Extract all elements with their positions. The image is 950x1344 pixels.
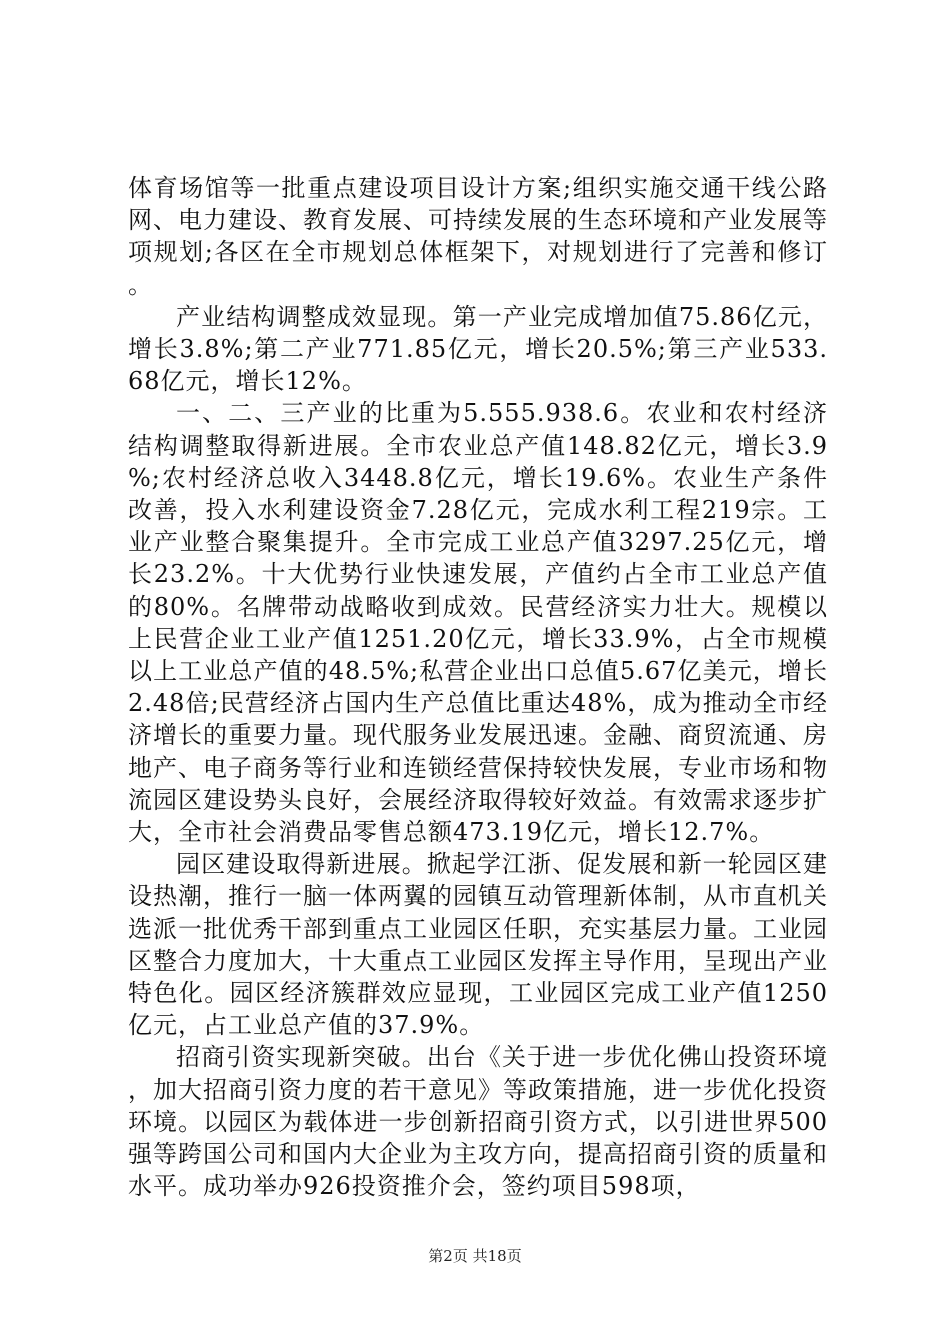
paragraph-industry-ratio: 一、二、三产业的比重为5.555.938.6。农业和农村经济结构调整取得新进展。全市农业总产值148.82亿元，增长3.9%;农村经济总收入3448.8亿元，增长19.6%。农业生产条件改善，投入水利建设资金7.28亿元，完成水利工程219宗。工业产业整合聚集提升。全市完成工业总产值3297.25亿元，增长23.2%。十大优势行业快速发展，产值约占全市工业总产值的80%。名牌带动战略收到成效。民营经济实力壮大。规模以上民营企业工业产值1251.20亿元，增长33.9%，占全市规模以上工业总产值的48.5%;私营企业出口总值5.67亿美元，增长2.48倍;民营经济占国内生产总值比重达48%，成为推动全市经济增长的重要力量。现代服务业发展迅速。金融、商贸流通、房地产、电子商务等行业和连锁经营保持较快发展，专业市场和物流园区建设势头良好，会展经济取得较好效益。有效需求逐步扩大，全市社会消费品零售总额473.19亿元，增长12.7%。 bbox=[128, 399, 828, 847]
page-number-footer: 第2页 共18页 bbox=[428, 1247, 522, 1265]
document-body bbox=[128, 172, 828, 1203]
paragraph-plan-continuation: 体育场馆等一批重点建设项目设计方案;组织实施交通干线公路网、电力建设、教育发展、可持续发展的生态环境和产业发展等项规划;各区在全市规划总体框架下，对规划进行了完善和修订。 bbox=[128, 174, 828, 299]
paragraph-industry-structure: 产业结构调整成效显现。第一产业完成增加值75.86亿元，增长3.8%;第二产业771.85亿元，增长20.5%;第三产业533.68亿元，增长12%。 bbox=[128, 302, 828, 396]
paragraph-industrial-park: 园区建设取得新进展。掀起学江浙、促发展和新一轮园区建设热潮，推行一脑一体两翼的园镇互动管理新体制，从市直机关选派一批优秀干部到重点工业园区任职，充实基层力量。工业园区整合力度加大，十大重点工业园区发挥主导作用，呈现出产业特色化。园区经济簇群效应显现，工业园区完成工业产值1250亿元，占工业总产值的37.9%。 bbox=[128, 850, 828, 1040]
paragraph-investment: 招商引资实现新突破。出台《关于进一步优化佛山投资环境，加大招商引资力度的若干意见》等政策措施，进一步优化投资环境。以园区为载体进一步创新招商引资方式，以引进世界500强等跨国公司和国内大企业为主攻方向，提高招商引资的质量和水平。成功举办926投资推介会，签约项目598项， bbox=[128, 1043, 828, 1201]
